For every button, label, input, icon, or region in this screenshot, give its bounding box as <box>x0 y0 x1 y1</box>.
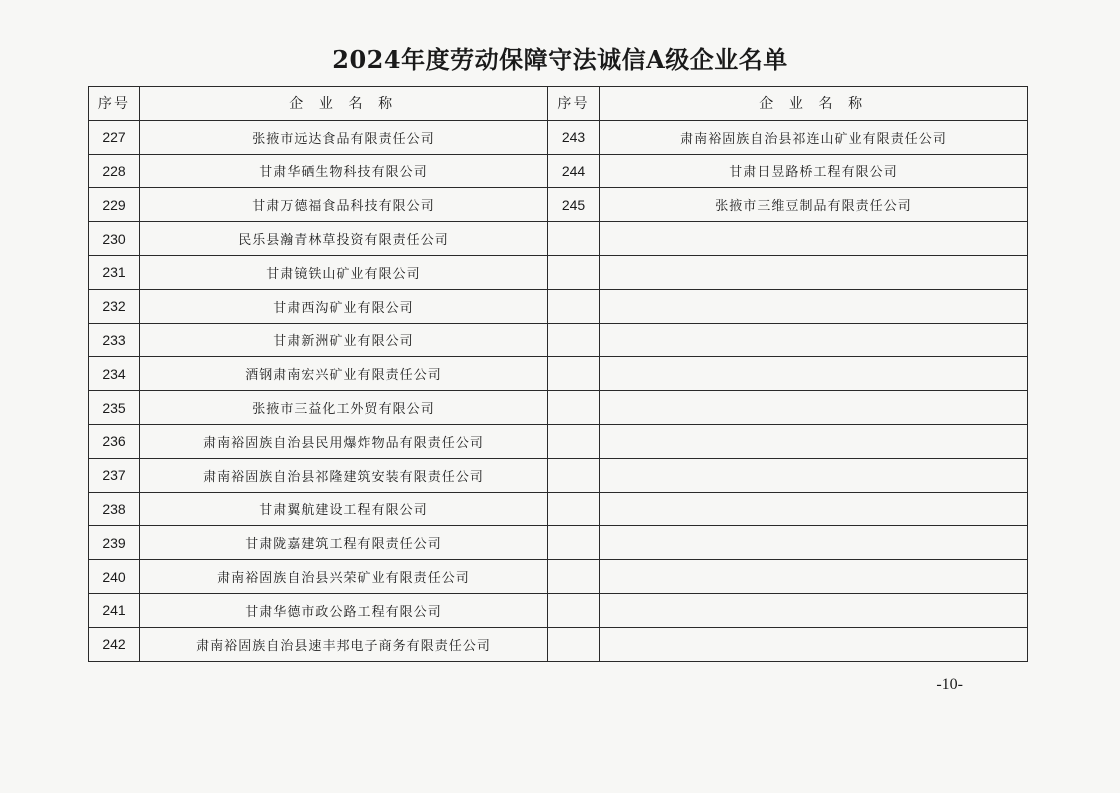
left-seq-cell: 229 <box>89 188 140 222</box>
right-name-cell <box>600 222 1028 256</box>
left-name-cell: 肃南裕固族自治县速丰邦电子商务有限责任公司 <box>140 627 548 661</box>
table-row <box>89 154 1028 188</box>
header-name-right: 企 业 名 称 <box>600 87 1028 121</box>
left-seq-cell: 242 <box>89 627 140 661</box>
right-name-cell: 肃南裕固族自治县祁连山矿业有限责任公司 <box>600 120 1028 154</box>
right-name-cell <box>600 526 1028 560</box>
right-name-cell <box>600 255 1028 289</box>
left-name-cell: 张掖市三益化工外贸有限公司 <box>140 391 548 425</box>
left-name-cell: 甘肃镜铁山矿业有限公司 <box>140 255 548 289</box>
left-seq-cell: 235 <box>89 391 140 425</box>
right-name-cell <box>600 627 1028 661</box>
enterprise-table <box>88 86 1028 662</box>
table-row <box>89 357 1028 391</box>
left-name-cell: 甘肃新洲矿业有限公司 <box>140 323 548 357</box>
right-name-cell <box>600 323 1028 357</box>
left-seq-cell: 240 <box>89 560 140 594</box>
right-seq-cell <box>548 391 600 425</box>
left-seq-cell: 241 <box>89 593 140 627</box>
table-row <box>89 222 1028 256</box>
right-seq-cell <box>548 289 600 323</box>
left-seq-cell: 237 <box>89 458 140 492</box>
page-number: -10- <box>936 676 963 693</box>
table-row <box>89 526 1028 560</box>
left-seq-cell: 231 <box>89 255 140 289</box>
table-row <box>89 323 1028 357</box>
header-name-left: 企 业 名 称 <box>140 87 548 121</box>
right-seq-cell <box>548 357 600 391</box>
table-row <box>89 593 1028 627</box>
left-seq-cell: 228 <box>89 154 140 188</box>
left-name-cell: 肃南裕固族自治县祁隆建筑安装有限责任公司 <box>140 458 548 492</box>
right-name-cell <box>600 458 1028 492</box>
table-header-row <box>89 87 1028 121</box>
left-name-cell: 甘肃西沟矿业有限公司 <box>140 289 548 323</box>
left-seq-cell: 230 <box>89 222 140 256</box>
right-seq-cell <box>548 424 600 458</box>
left-name-cell: 民乐县瀚青林草投资有限责任公司 <box>140 222 548 256</box>
left-seq-cell: 236 <box>89 424 140 458</box>
right-name-cell: 张掖市三维豆制品有限责任公司 <box>600 188 1028 222</box>
table-row <box>89 458 1028 492</box>
table-body <box>89 120 1028 661</box>
right-seq-cell <box>548 526 600 560</box>
left-seq-cell: 234 <box>89 357 140 391</box>
right-name-cell <box>600 492 1028 526</box>
right-name-cell <box>600 593 1028 627</box>
table-row <box>89 255 1028 289</box>
left-seq-cell: 233 <box>89 323 140 357</box>
table-row <box>89 188 1028 222</box>
right-name-cell <box>600 560 1028 594</box>
right-seq-cell <box>548 255 600 289</box>
table-row <box>89 492 1028 526</box>
right-name-cell <box>600 289 1028 323</box>
table-row <box>89 289 1028 323</box>
right-name-cell <box>600 424 1028 458</box>
right-name-cell <box>600 391 1028 425</box>
right-name-cell: 甘肃日昱路桥工程有限公司 <box>600 154 1028 188</box>
left-seq-cell: 232 <box>89 289 140 323</box>
header-seq-right: 序号 <box>548 87 600 121</box>
table-row <box>89 391 1028 425</box>
left-name-cell: 肃南裕固族自治县民用爆炸物品有限责任公司 <box>140 424 548 458</box>
right-seq-cell <box>548 560 600 594</box>
left-name-cell: 甘肃万德福食品科技有限公司 <box>140 188 548 222</box>
right-seq-cell <box>548 627 600 661</box>
header-seq-left: 序号 <box>89 87 140 121</box>
left-name-cell: 甘肃华硒生物科技有限公司 <box>140 154 548 188</box>
table-row <box>89 424 1028 458</box>
right-seq-cell: 243 <box>548 120 600 154</box>
left-name-cell: 酒钢肃南宏兴矿业有限责任公司 <box>140 357 548 391</box>
right-seq-cell <box>548 593 600 627</box>
right-seq-cell: 244 <box>548 154 600 188</box>
left-name-cell: 甘肃陇嘉建筑工程有限责任公司 <box>140 526 548 560</box>
table-row <box>89 560 1028 594</box>
table-row <box>89 627 1028 661</box>
left-name-cell: 肃南裕固族自治县兴荣矿业有限责任公司 <box>140 560 548 594</box>
right-seq-cell <box>548 222 600 256</box>
right-seq-cell: 245 <box>548 188 600 222</box>
left-name-cell: 甘肃翼航建设工程有限公司 <box>140 492 548 526</box>
left-seq-cell: 227 <box>89 120 140 154</box>
right-seq-cell <box>548 458 600 492</box>
left-name-cell: 甘肃华德市政公路工程有限公司 <box>140 593 548 627</box>
left-name-cell: 张掖市远达食品有限责任公司 <box>140 120 548 154</box>
left-seq-cell: 238 <box>89 492 140 526</box>
left-seq-cell: 239 <box>89 526 140 560</box>
right-seq-cell <box>548 323 600 357</box>
table-row <box>89 120 1028 154</box>
right-seq-cell <box>548 492 600 526</box>
right-name-cell <box>600 357 1028 391</box>
page-title: 2024年度劳动保障守法诚信A级企业名单 <box>332 45 788 74</box>
